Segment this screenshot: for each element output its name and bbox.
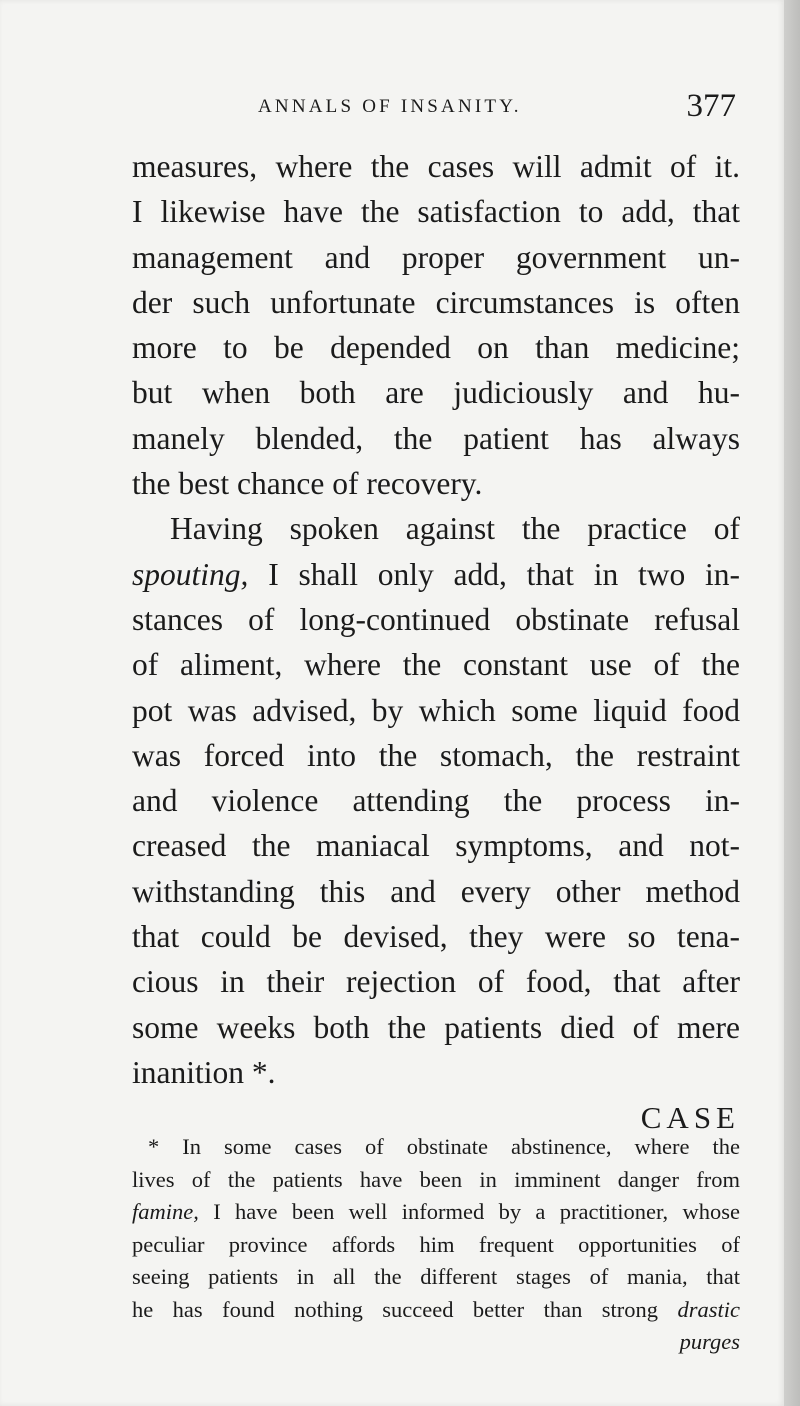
paragraph-first-line: Having spoken against the practice of: [170, 511, 740, 547]
footnote: [132, 1131, 740, 1359]
text-line: manely blended, the patient has always: [132, 420, 740, 456]
text-line: der such unfortunate circumstances is often: [132, 284, 740, 320]
italic-word: drastic: [677, 1296, 740, 1322]
footnote-line: * In some cases of obstinate abstinence, where the: [148, 1134, 740, 1159]
text-line: inanition *.: [132, 1054, 276, 1090]
text-line: creased the maniacal symptoms, and not-: [132, 828, 740, 864]
italic-word: famine,: [132, 1199, 199, 1224]
running-head: [252, 88, 742, 128]
text-line: stances of long-continued obstinate refusal: [132, 601, 740, 637]
footnote-line-start: he has found nothing succeed better than strong: [132, 1296, 659, 1322]
text-line: was forced into the stomach, the restraint: [132, 737, 740, 773]
italic-word: spouting,: [132, 556, 249, 592]
final-line-row: [132, 1050, 740, 1095]
footnote-line: seeing patients in all the different stages of mania, that: [132, 1264, 740, 1289]
text-line: measures, where the cases will admit of it.: [132, 149, 740, 184]
text-line-rest: I shall only add, that in two in-: [268, 556, 741, 592]
footnote-catchword: [132, 1326, 740, 1359]
body-text: [132, 144, 740, 1141]
text-line: management and proper government un-: [132, 239, 740, 275]
page-number: 377: [686, 88, 736, 124]
page-edge: [784, 0, 800, 1406]
running-title: ANNALS OF INSANITY.: [258, 96, 522, 117]
italic-word: purges: [679, 1329, 740, 1354]
text-line: but when both are judiciously and hu-: [132, 375, 740, 411]
text-line: pot was advised, by which some liquid food: [132, 692, 740, 728]
catchword: CASE: [640, 1100, 740, 1136]
text-line: of aliment, where the constant use of the: [132, 647, 740, 683]
footnote-line-rest: I have been well informed by a practitioner, whose: [213, 1199, 740, 1224]
text-line: more to be depended on than medicine;: [132, 330, 740, 366]
footnote-line: [132, 1196, 740, 1229]
text-line: and violence attending the process in-: [132, 783, 740, 819]
text-line: I likewise have the satisfaction to add, that: [132, 194, 740, 230]
text-line: [132, 552, 740, 597]
text-line: the best chance of recovery.: [132, 466, 483, 502]
footnote-line: lives of the patients have been in imminent danger from: [132, 1166, 740, 1192]
footnote-line: peculiar province affords him frequent opportunities of: [132, 1231, 740, 1257]
text-line: cious in their rejection of food, that after: [132, 964, 740, 1000]
text-line: that could be devised, they were so tena-: [132, 919, 740, 955]
text-line: withstanding this and every other method: [132, 873, 740, 909]
text-line: some weeks both the patients died of mere: [132, 1009, 740, 1045]
footnote-line: [132, 1294, 740, 1327]
